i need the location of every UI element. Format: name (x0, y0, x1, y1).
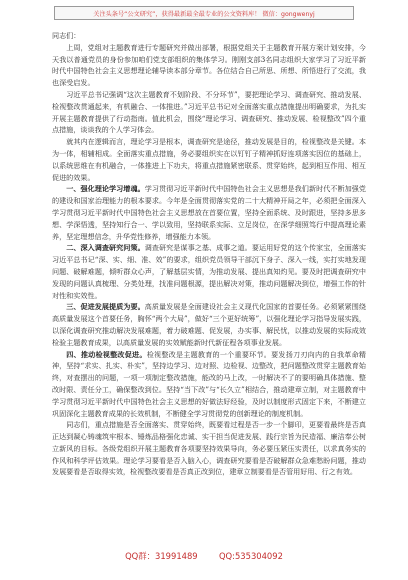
paragraph-requirements: 习近平总书记强调“这次主题教育不划阶段、不分环节”，要把理论学习、调查研究、推动发展、检视整改贯通起来，有机融合、一体推进。”习近平总书记对全面落实重点措施提出明确要求，为扎实开展主题教育提供了行动指南。值此机会，围绕“理论学习、调查研究、推动发展、检视整改”四个重点措施，谈谈我的个人学习体会。 (52, 89, 366, 135)
document-body (52, 30, 366, 478)
section-body: 检视整改是主题教育的一个重要环节。要发扬刀刃向内的自我革命精神，坚持“求实、扎实、朴实”，坚持边学习、边对照、边检视、边整改，把问题整改贯穿主题教育始终，对查摆出的问题，一项一项制定整改措施，能改的马上改，一时解决不了的要明确具体措施、整改时限、责任分工，确保整改到位。坚持“当下改”与“长久立”相结合，推动建章立制，对主题教育中学习贯彻习近平新时代中国特色社会主义思想的好做法好经验，及时以制度形式固定下来，不断建立巩固深化主题教育成果的长效机制，不断健全学习贯彻党的创新理论的制度机制。 (52, 349, 367, 418)
paragraph-intro: 上周，党组对主题教育进行专题研究并做出部署，根据党组关于主题教育开展方案计划安排，今天我以普通党员的身份参加咱们党支部组织的集体学习。刚刚支部3名同志组织大家学习了习近平新时代中国特色社会主义思想理论辅导读本部分章节。各位结合自己所思、所想、所悟进行了交流，我也深受启发。 (52, 42, 366, 88)
section-development (52, 301, 366, 348)
salutation: 同志们： (52, 31, 81, 40)
section-body: 学习贯彻习近平新时代中国特色社会主义思想是我们新时代不断加强党的建设和国家治理能力的根本要求。今年是全面贯彻落实党的二十大精神开局之年，必须把全面深入学习贯彻习近平新时代中国特色社会主义思想放在首要位置，坚持全面系统、及时跟进，坚持多思多想、学深悟透，坚持知行合一、学以致用，坚持联系实际、立足岗位，在深学细照笃行中提高理论素养，坚定理想信念，升华党性修养，增强能力本领。 (52, 184, 367, 241)
section-theory-study (52, 183, 366, 242)
section-heading: 一、强化理论学习增魂。 (66, 184, 145, 194)
section-body: 调查研究是谋事之基、成事之道。要运用好党的这个传家宝，全面落实习近平总书记“深、实、细、准、效”的要求，组织党员领导干部沉下身子、深入一线，实打实地发现问题、破解难题，倾听群众心声，了解基层实情，为推动发展、提出真知灼见。要及时把调查研究中发现的问题认真梳理、分类处理，找准问题根源，提出解决对策，推动问题解决到位，增强工作的针对性和实效性。 (52, 243, 367, 300)
promo-banner-text: 关注头条号“公文研究”，获得最新最全最专业的公文资料库！ 微信：gongwenyj (93, 10, 315, 18)
qq-group-number: QQ群：31991489 (125, 551, 198, 561)
section-investigation (52, 242, 366, 301)
paragraph-closing: 同志们，重点措施是否全面落实、贯穿始终，既要看过程是否一步一个脚印，更要看最终是否真正达到凝心铸魂筑牢根本、锤炼品格强化忠诚、实干担当促进发展、践行宗旨为民造福、廉洁奉公树立新风的目标。各级党组织开展主题教育各项要坚持效果导向，务必要压紧压实责任，以求真务实的作风和科学评估效果。理论学习要看是否入脑入心，调查研究要看是否破解群众急难愁盼问题，推动发展要看是否取得实效，检视整改要看是否真正改到位，建章立制要看是否管用好用、行之有效。 (52, 420, 366, 477)
section-heading: 二、深入调查研究问策。 (66, 243, 145, 253)
paragraph-logic: 就其内在逻辑而言，理论学习是根本，调查研究是途径，推动发展是目的，检视整改是关键。本为一体，相辅相成。全面落实重点措施，务必要组织实在以钉钉子精神抓好连项落实因位的基础上，以系统思维在有机融合，一体推进上下功夫，将重点措施紧密联系、贯穿始终，起到相互作用、相互促进的效果。 (52, 137, 366, 182)
section-body: 高质量发展是全面建设社会主义现代化国家的首要任务。必须紧紧围绕高质量发展这个首要任务，胸怀“两个大局”，做好“三个更好统筹”，以强化理论学习指导发展实践，以深化调查研究推动解决发展难题，着力破难题、促发展，办实事、解民忧，以推动发展的实际成效检验主题教育成果，以高质量发展的实效赋能新时代新征程各项事业发展。 (52, 302, 367, 347)
section-heading: 四、推动检视整改促进。 (66, 349, 147, 359)
promo-banner[interactable] (54, 6, 354, 20)
section-heading: 三、促进发展提质为要。 (66, 302, 145, 312)
contact-footer (0, 550, 408, 562)
qq-number: QQ:535304092 (218, 551, 283, 561)
section-rectification (52, 349, 366, 420)
